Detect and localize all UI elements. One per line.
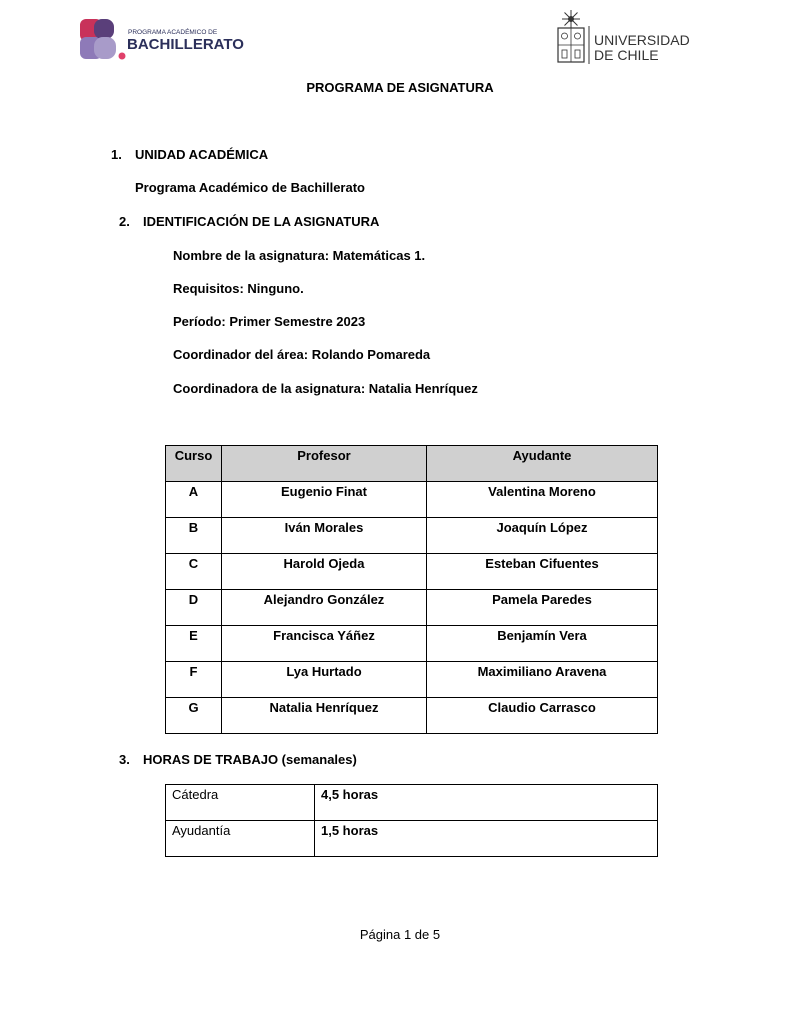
bachillerato-logo-mark [80,19,250,61]
uchile-logo-line1: UNIVERSIDAD [594,32,690,48]
requirements-line: Requisitos: Ninguno. [173,281,304,296]
table-row [166,590,658,626]
cell-profesor: Lya Hurtado [222,662,427,698]
cell-activity: Cátedra [166,785,315,821]
section1-heading: UNIDAD ACADÉMICA [135,147,269,162]
uchile-logo [556,8,696,66]
area-coordinator-line: Coordinador del área: Rolando Pomareda [173,347,431,362]
section3-heading: HORAS DE TRABAJO (semanales) [143,752,357,767]
section1-text: Programa Académico de Bachillerato [135,180,365,195]
subject-name-line: Nombre de la asignatura: Matemáticas 1. [173,248,426,263]
table-header-row [166,446,658,482]
cell-curso: E [166,626,222,662]
cell-curso: G [166,698,222,734]
cell-ayudante: Joaquín López [427,518,658,554]
professors-table [165,445,658,734]
header-ayudante: Ayudante [427,446,658,482]
cell-ayudante: Benjamín Vera [427,626,658,662]
table-row [166,626,658,662]
document-title: PROGRAMA DE ASIGNATURA [306,80,494,95]
bachillerato-logo [80,19,250,61]
subject-coordinator-line: Coordinadora de la asignatura: Natalia Henríquez [173,381,478,396]
cell-profesor: Eugenio Finat [222,482,427,518]
table-row [166,482,658,518]
table-row [166,662,658,698]
cell-ayudante: Pamela Paredes [427,590,658,626]
table-row [166,785,658,821]
cell-ayudante: Maximiliano Aravena [427,662,658,698]
cell-ayudante: Valentina Moreno [427,482,658,518]
section3-number: 3. [119,752,130,767]
cell-profesor: Iván Morales [222,518,427,554]
cell-curso: C [166,554,222,590]
cell-hours: 4,5 horas [315,785,658,821]
uchile-logo-mark [556,8,696,66]
table-row [166,821,658,857]
cell-profesor: Alejandro González [222,590,427,626]
cell-curso: A [166,482,222,518]
cell-curso: B [166,518,222,554]
period-line: Período: Primer Semestre 2023 [173,314,366,329]
cell-hours: 1,5 horas [315,821,658,857]
table-row [166,698,658,734]
table-row [166,554,658,590]
cell-curso: D [166,590,222,626]
page-number: Página 1 de 5 [359,927,441,942]
header-curso: Curso [166,446,222,482]
section1-number: 1. [111,147,122,162]
cell-ayudante: Claudio Carrasco [427,698,658,734]
bachillerato-logo-big-text: BACHILLERATO [127,36,244,53]
cell-ayudante: Esteban Cifuentes [427,554,658,590]
section2-number: 2. [119,214,130,229]
cell-profesor: Natalia Henríquez [222,698,427,734]
hours-table [165,784,658,857]
bachillerato-logo-small-text: PROGRAMA ACADÉMICO DE [128,29,218,36]
section2-heading: IDENTIFICACIÓN DE LA ASIGNATURA [143,214,380,229]
table-row [166,518,658,554]
cell-curso: F [166,662,222,698]
uchile-logo-line2: DE CHILE [594,47,659,63]
header-profesor: Profesor [222,446,427,482]
cell-activity: Ayudantía [166,821,315,857]
cell-profesor: Francisca Yáñez [222,626,427,662]
cell-profesor: Harold Ojeda [222,554,427,590]
